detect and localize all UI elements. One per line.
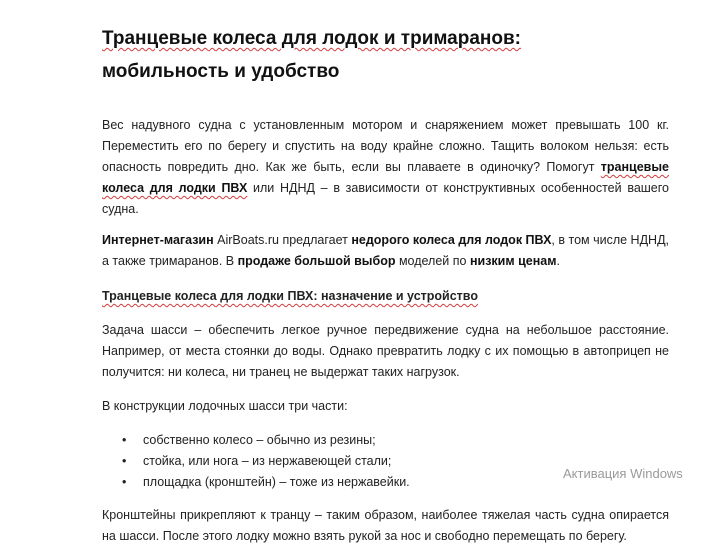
bullet-icon: •	[122, 475, 127, 489]
bullet-icon: •	[122, 433, 127, 447]
list-item: • площадка (кронштейн) – тоже из нержавейки.	[102, 472, 669, 493]
windows-activation-watermark: Активация Windows	[563, 466, 683, 481]
list-item: • собственно колесо – обычно из резины;	[102, 430, 669, 451]
keyword-link: транцевые колеса для лодки ПВХ	[102, 160, 669, 195]
list-item: • стойка, или нога – из нержавеющей стали;	[102, 451, 669, 472]
document-title	[102, 22, 669, 88]
title-line-1: Транцевые колеса для лодок и тримаранов:	[102, 28, 522, 49]
shop-paragraph: Интернет-магазин AirBoats.ru предлагает недорого колеса для лодок ПВХ, в том числе НДНД, а также тримаранов. В продаже большой выбор моделей по низким ценам.	[102, 233, 670, 268]
purpose-paragraph: Задача шасси – обеспечить легкое ручное передвижение судна на небольшое расстояние. Например, от места стоянки до воды. Однако превратить лодку с их помощью в автоприцеп не получится: ни колеса, ни транец не выдержат таких нагрузок.	[102, 323, 669, 379]
bullet-icon: •	[122, 454, 127, 468]
parts-intro-paragraph: В конструкции лодочных шасси три части:	[102, 399, 348, 413]
parts-list	[102, 430, 669, 493]
title-line-2: мобильность и удобство	[102, 61, 340, 82]
intro-paragraph: Вес надувного судна с установленным мотором и снаряжением может превышать 100 кг. Переместить его по берегу и спустить на воду крайне сложно. Тащить волоком нельзя: есть опасность повредить дно. Как же быть, если вы плаваете в одиночку? Помогут транцевые колеса для лодки ПВХ или НДНД – в зависимости от конструктивных особенностей вашего судна.	[102, 118, 669, 216]
section-heading: Транцевые колеса для лодки ПВХ: назначение и устройство	[102, 289, 478, 303]
mounting-paragraph: Кронштейны прикрепляют к транцу – таким образом, наиболее тяжелая часть судна опирается на шасси. После этого лодку можно взять рукой за нос и свободно перемещать по берегу.	[102, 508, 669, 543]
